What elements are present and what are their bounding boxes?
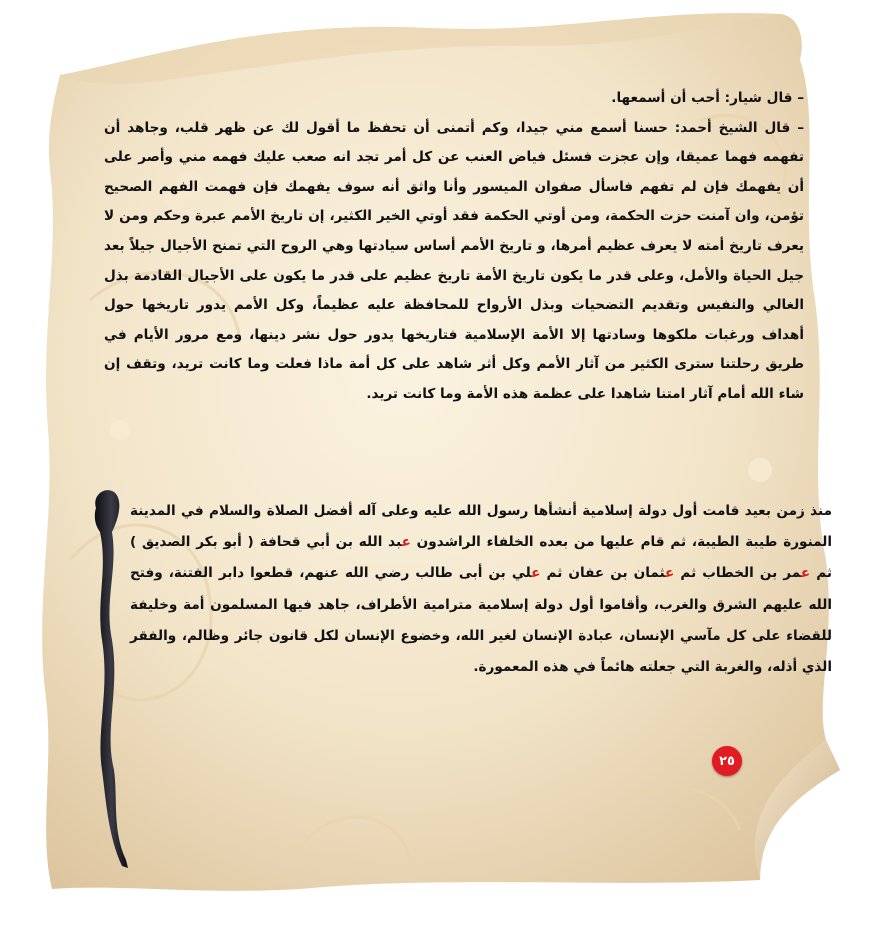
paragraph-sheikh-ahmad: – قال الشيخ أحمد: حسنا أسمع مني جيدا، وكم أتمنى أن تحفظ ما أقول لك عن ظهر قلب، وجاهد أن تفهمه فهما عميقا، وإن عجزت فسئل فياض العنب عن كل أمر تجد انه صعب عليك فهمه مني وأصر على أن يفهمك فإن لم تفهم فاسأل صفوان الميسور وأنا واثق أنه سوف يفهمك فإن فهمت الفهم الصحيح تؤمن، وان آمنت حزت الحكمة، ومن أوتي الحكمة فقد أوتي الخير الكثير، إن تاريخ الأمم عبرة وحكم ومن لا يعرف تاريخ أمته لا يعرف عظيم أمرها، و تاريخ الأمم أساس سيادتها وهي الروح التي تمنح الأجيال جيلاً بعد جيل الحياة والأمل، وعلى قدر ما يكون تاريخ الأمة تاريخ عظيم على قدر ما يكون على الأجيال القادمة بذل الغالي والنفيس وتقديم التضحيات وبذل الأرواح للمحافظة عليه عظيماً، وكل الأمم يدور تاريخها حول أهداف ورغبات ملكوها وسادتها إلا الأمة الإسلامية فتاريخها يدور حول نشر دينها، ومع مرور الأيام في طريق رحلتنا سترى الكثير من آثار الأمم وكل أثر شاهد على كل أمة ماذا فعلت وما كانت تريد، وتقف إن شاء الله أمام آثار امتنا شاهدا على عظمة هذه الأمة وما كانت تريد. <box>104 119 804 402</box>
highlight-letter-ayn: ع <box>531 565 541 582</box>
paragraph-first-islamic-state <box>130 496 832 683</box>
history-text-segment: منذ زمن بعيد قامت أول دولة إسلامية أنشأها رسول الله عليه وعلى آله أفضل الصلاة والسلام في المدينة المنورة طيبة الطيبة، ثم قام عليها من بعده الخلفاء الراشدون <box>130 503 832 551</box>
dialogue-text-block <box>104 84 804 410</box>
history-text-block <box>130 496 832 683</box>
history-text-segment: بد الله بن أبي قحافة ( أبو بكر الصديق ) ثم <box>130 534 833 582</box>
highlight-letter-ayn: ع <box>401 534 411 551</box>
paragraph-shiyar-reply: – قال شيار: أحب أن أسمعها. <box>611 90 804 106</box>
highlight-letter-ayn: ع <box>665 565 675 582</box>
history-text-segment: لي بن أبى طالب رضي الله عنهم، قطعوا دابر الفتنة، وفتح الله عليهم الشرق والغرب، وأقاموا أول دولة إسلامية مترامية الأطراف، جاهد فيها المسلمون أمة وخليفة للقضاء على كل مآسي الإنسان، عبادة الإنسان لغير الله، وخضوع الإنسان لكل قانون جائر وظالم، والفقر الذي أذله، والغربة التي جعلته هائماً في هذه المعمورة. <box>130 565 832 676</box>
highlight-letter-ayn: ع <box>800 565 811 582</box>
page-number-badge: ٢٥ <box>712 746 742 776</box>
history-text-segment: مر بن الخطاب ثم <box>674 565 801 582</box>
history-text-segment: ثمان بن عفان ثم <box>540 565 666 582</box>
